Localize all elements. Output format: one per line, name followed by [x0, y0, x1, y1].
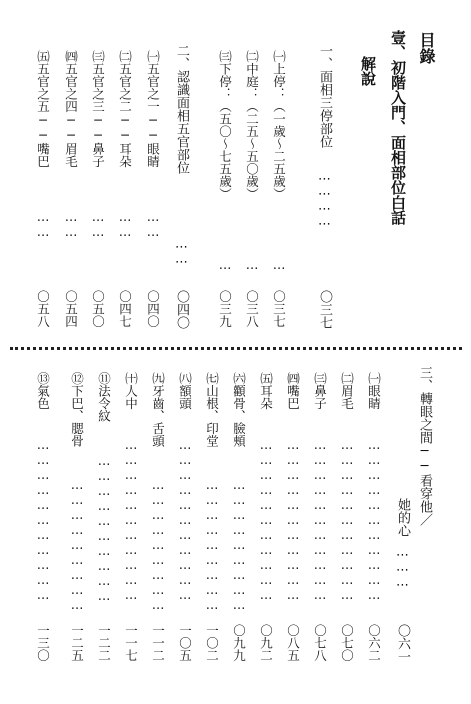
toc-entry-nose[interactable]: ㈢五官之三──鼻子 — [90, 50, 106, 168]
toc-leader: ⋯⋯⋯⋯⋯⋯⋯⋯⋯⋯⋯ — [312, 440, 328, 605]
toc-entry-teeth-tongue[interactable]: ㈨牙齒、舌頭 — [150, 372, 166, 447]
toc-leader: ⋯⋯ — [117, 212, 133, 242]
toc-entry-page: 〇四七 — [117, 290, 133, 328]
toc-leader: ⋯⋯⋯⋯⋯⋯⋯⋯⋯⋯⋯ — [123, 440, 139, 605]
toc-entry-page: 一二二 — [96, 624, 112, 662]
toc-entry-eyes[interactable]: ㈠五官之一──眼睛 — [145, 50, 161, 168]
toc-leader: ⋯⋯⋯⋯⋯⋯⋯⋯⋯⋯⋯ — [285, 440, 301, 605]
toc-entry-lower[interactable]: ㈢下停：（五〇～七五歲） — [217, 50, 233, 200]
toc-leader: ⋯⋯⋯⋯⋯⋯⋯⋯⋯⋯⋯ — [35, 440, 51, 605]
dotted-divider — [10, 347, 462, 350]
toc-leader: ⋯⋯⋯⋯⋯⋯⋯⋯⋯ — [69, 480, 85, 615]
toc-entry-page: 〇三九 — [217, 290, 233, 328]
toc-entry-eyebrows[interactable]: ㈣五官之四──眉毛 — [63, 50, 79, 168]
toc-leader: ⋯⋯⋯⋯⋯⋯⋯⋯⋯⋯ — [96, 456, 112, 606]
toc-entry-page: 〇三七 — [271, 290, 287, 328]
toc-entry-page: 〇五四 — [63, 290, 79, 328]
toc-entry-nose-bridge[interactable]: ㈦山根、印堂 — [204, 372, 220, 447]
toc-entry-philtrum[interactable]: ㈩人中 — [123, 372, 139, 410]
toc-leader: ⋯⋯⋯⋯⋯⋯⋯⋯⋯⋯⋯ — [258, 440, 274, 605]
toc-entry-page: 〇四〇 — [145, 290, 161, 328]
toc-leader: ⋯ — [244, 260, 260, 275]
toc-leader: ⋯⋯⋯⋯⋯⋯⋯⋯⋯ — [231, 480, 247, 615]
section1-label[interactable]: 一、面相三停部位 — [317, 44, 332, 148]
toc-entry-ears[interactable]: ㈤耳朵 — [258, 372, 274, 410]
toc-leader: ⋯⋯ — [90, 212, 106, 242]
toc-entry-page: 〇七〇 — [339, 624, 355, 662]
section3-page: 〇六一 — [395, 624, 410, 663]
section2-label[interactable]: 二、認識面相五官部位 — [174, 44, 189, 174]
toc-entry-page: 一一二 — [150, 624, 166, 662]
toc-leader: ⋯⋯⋯⋯⋯⋯⋯⋯⋯⋯⋯ — [366, 440, 382, 605]
toc-entry-upper[interactable]: ㈠上停：（一歲～二五歲） — [271, 50, 287, 200]
toc-entry-page: 一一七 — [123, 624, 139, 662]
chapter1-title-line1: 壹、初階入門、面相部位白話 — [389, 30, 407, 225]
toc-entry-page: 〇五八 — [35, 290, 51, 328]
page-title: 目錄 — [417, 32, 436, 64]
toc-entry-mouth[interactable]: ㈣嘴巴 — [285, 372, 301, 410]
toc-entry-mouth[interactable]: ㈤五官之五──嘴巴 — [35, 50, 51, 168]
toc-entry-page: 一〇五 — [177, 624, 193, 662]
section3-label-line2[interactable]: 她的心 — [395, 498, 410, 537]
toc-entry-cheekbones[interactable]: ㈥顴骨、臉頰 — [231, 372, 247, 447]
toc-leader: ⋯⋯⋯⋯⋯⋯⋯⋯⋯ — [204, 480, 220, 615]
toc-entry-page: 一〇二 — [204, 624, 220, 662]
toc-leader: ⋯ — [217, 260, 233, 275]
section1-page: 〇三七 — [317, 290, 332, 329]
section3-leader: ⋯⋯⋯ — [395, 548, 410, 593]
toc-entry-page: 〇八五 — [285, 624, 301, 662]
section3-label-line1[interactable]: 三、轉眼之間──看穿他／ — [417, 366, 432, 526]
toc-entry-page: 〇九九 — [231, 624, 247, 662]
toc-entry-eyes[interactable]: ㈠眼睛 — [366, 372, 382, 410]
section1-leader: ⋯⋯⋯⋯ — [317, 172, 332, 232]
toc-entry-nose[interactable]: ㈢鼻子 — [312, 372, 328, 410]
toc-leader: ⋯⋯⋯⋯⋯⋯⋯⋯⋯⋯⋯ — [177, 440, 193, 605]
toc-leader: ⋯ — [271, 260, 287, 275]
toc-entry-page: 〇三八 — [244, 290, 260, 328]
toc-leader: ⋯⋯ — [145, 212, 161, 242]
toc-entry-ears[interactable]: ㈡五官之二──耳朵 — [117, 50, 133, 168]
section2-page: 〇四〇 — [174, 290, 189, 329]
toc-entry-middle[interactable]: ㈡中庭：（二五～五〇歲） — [244, 50, 260, 200]
toc-entry-chin-jaw[interactable]: ⑫下巴、腮骨 — [69, 372, 85, 447]
toc-leader: ⋯⋯⋯⋯⋯⋯⋯⋯⋯⋯⋯ — [339, 440, 355, 605]
toc-leader: ⋯⋯⋯⋯⋯⋯⋯⋯⋯ — [150, 480, 166, 615]
toc-leader: ⋯⋯ — [63, 212, 79, 242]
toc-entry-page: 一二五 — [69, 624, 85, 662]
toc-entry-page: 〇五〇 — [90, 290, 106, 328]
toc-entry-forehead[interactable]: ㈧額頭 — [177, 372, 193, 410]
section2-leader: ⋯⋯ — [174, 240, 189, 270]
toc-entry-laugh-lines[interactable]: ⑪法令紋 — [96, 372, 112, 422]
toc-entry-page: 〇六二 — [366, 624, 382, 662]
toc-entry-page: 一三〇 — [35, 624, 51, 662]
chapter1-title-line2: 解說 — [359, 56, 377, 86]
toc-entry-complexion[interactable]: ⑬氣色 — [35, 372, 51, 410]
toc-entry-page: 〇七八 — [312, 624, 328, 662]
toc-entry-eyebrows[interactable]: ㈡眉毛 — [339, 372, 355, 410]
toc-leader: ⋯⋯ — [35, 212, 51, 242]
toc-entry-page: 〇九二 — [258, 624, 274, 662]
